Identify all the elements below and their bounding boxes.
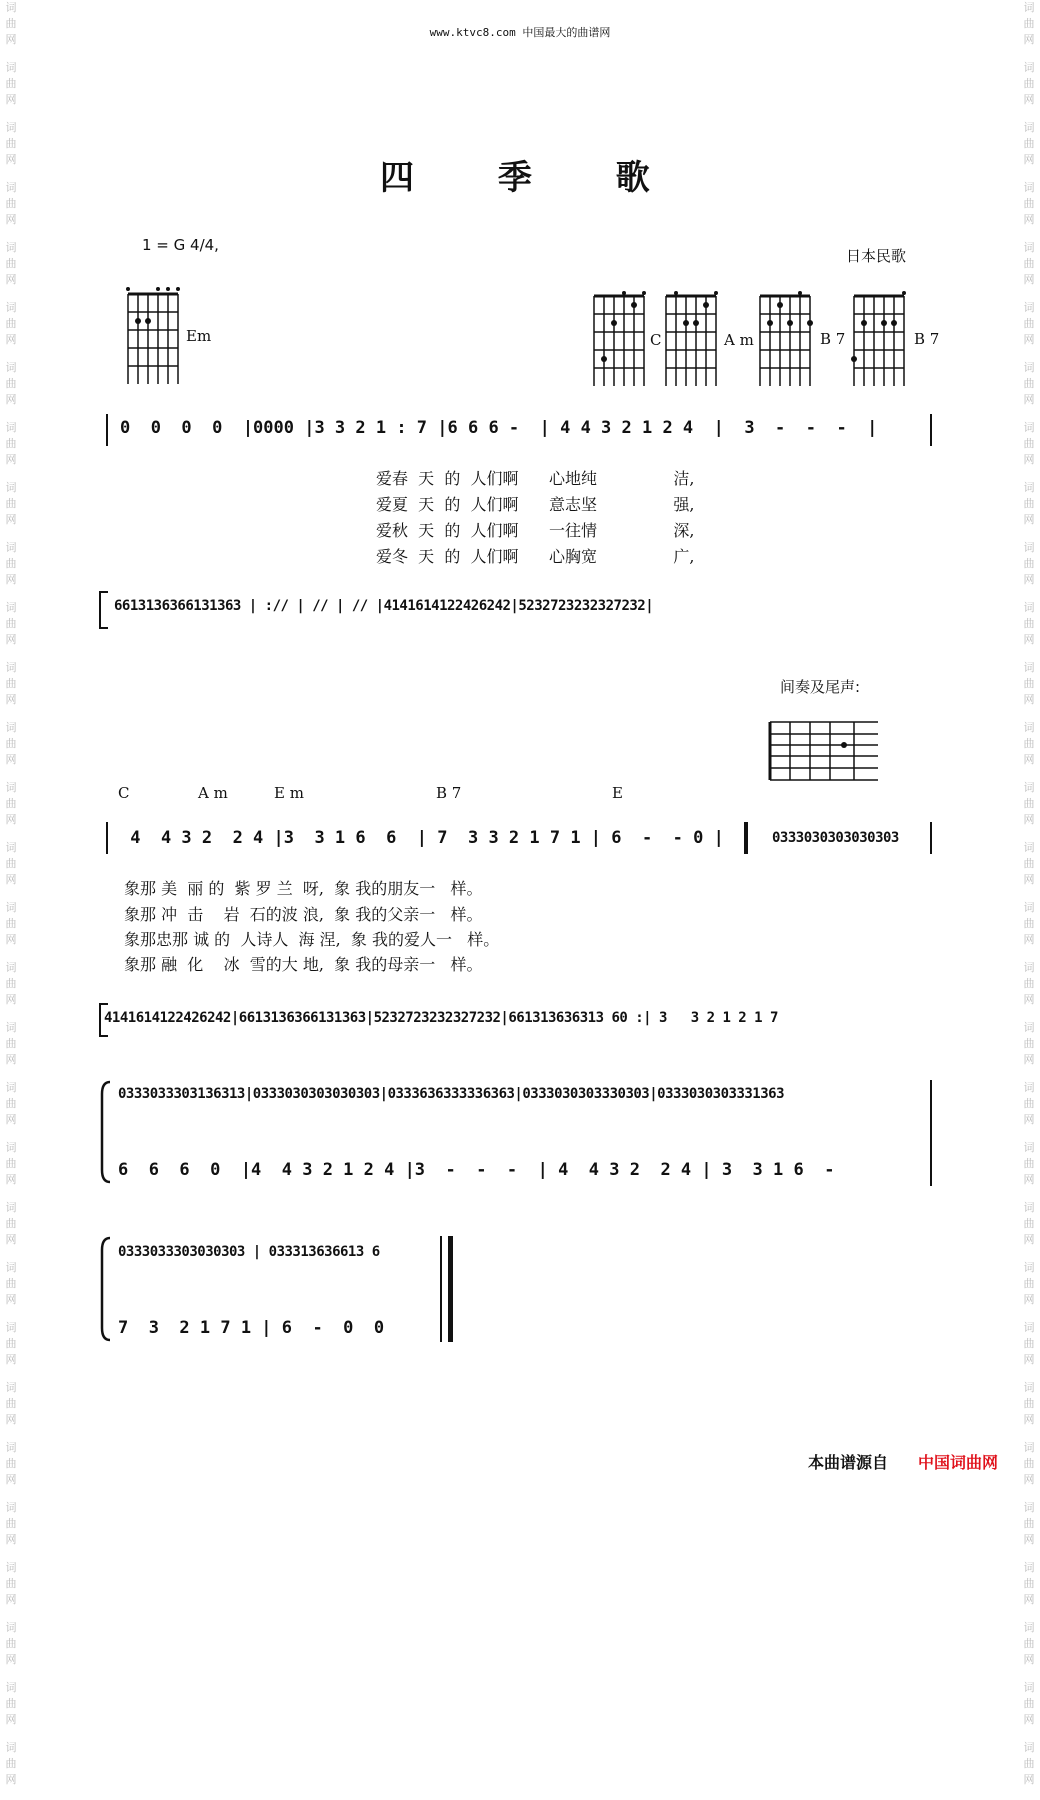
watermark-char: 词: [1023, 301, 1035, 314]
watermark-char: 词: [5, 481, 17, 494]
watermark-char: 网: [1023, 1593, 1035, 1606]
watermark-char: 词: [1023, 1381, 1035, 1394]
watermark-char: 词: [5, 1441, 17, 1454]
system2-repeat-bar: [744, 822, 748, 854]
watermark-char: 网: [1023, 1113, 1035, 1126]
watermark-gap: [2, 1788, 20, 1800]
watermark-char: 词: [1023, 661, 1035, 674]
watermark-char: 曲: [1023, 1157, 1035, 1170]
watermark-char: 词: [5, 1381, 17, 1394]
system1-lyric-verse1: 爱春 天 的 人们啊 心地纯 洁,: [376, 469, 695, 488]
watermark-gap: [1020, 1668, 1038, 1680]
key-signature: 1 = G 4/4,: [142, 236, 219, 254]
watermark-char: 词: [5, 541, 17, 554]
system4-final-bar-thin: [440, 1236, 442, 1342]
watermark-char: 曲: [5, 137, 17, 150]
watermark-char: 词: [5, 781, 17, 794]
watermark-gap: [2, 1608, 20, 1620]
watermark-char: 曲: [1023, 377, 1035, 390]
watermark-gap: [1020, 1488, 1038, 1500]
watermark-char: 词: [5, 721, 17, 734]
watermark-char: 网: [1023, 1473, 1035, 1486]
system1-lyric-verse3: 爱秋 天 的 人们啊 一往情 深,: [376, 521, 695, 540]
watermark-char: 网: [1023, 333, 1035, 346]
watermark-char: 网: [1023, 933, 1035, 946]
watermark-char: 词: [1023, 241, 1035, 254]
watermark-char: 网: [5, 1713, 17, 1726]
watermark-char: 词: [1023, 1681, 1035, 1694]
watermark-char: 曲: [1023, 1577, 1035, 1590]
watermark-gap: [2, 348, 20, 360]
watermark-char: 词: [1023, 61, 1035, 74]
watermark-gap: [1020, 1728, 1038, 1740]
watermark-gap: [1020, 1128, 1038, 1140]
watermark-gap: [1020, 1008, 1038, 1020]
watermark-char: 网: [5, 1053, 17, 1066]
watermark-char: 曲: [5, 1217, 17, 1230]
watermark-char: 曲: [5, 1097, 17, 1110]
chord-label-b7-a: B 7: [820, 330, 846, 348]
watermark-char: 曲: [1023, 497, 1035, 510]
watermark-char: 网: [1023, 813, 1035, 826]
song-origin: 日本民歌: [846, 247, 907, 265]
watermark-gap: [1020, 1068, 1038, 1080]
watermark-char: 词: [5, 1681, 17, 1694]
watermark-char: 词: [1023, 1561, 1035, 1574]
watermark-char: 词: [5, 1501, 17, 1514]
system3-brace: [98, 1080, 112, 1184]
watermark-gap: [1020, 408, 1038, 420]
page-title: 四 季 歌: [380, 158, 686, 198]
watermark-char: 词: [1023, 541, 1035, 554]
watermark-char: 词: [1023, 361, 1035, 374]
watermark-char: 曲: [1023, 797, 1035, 810]
watermark-char: 词: [1023, 721, 1035, 734]
watermark-char: 词: [5, 1741, 17, 1754]
watermark-char: 曲: [1023, 257, 1035, 270]
watermark-char: 网: [1023, 153, 1035, 166]
interlude-label: 间奏及尾声:: [780, 678, 861, 696]
watermark-gap: [1020, 828, 1038, 840]
watermark-char: 曲: [5, 1337, 17, 1350]
watermark-gap: [2, 1488, 20, 1500]
watermark-char: 曲: [1023, 977, 1035, 990]
watermark-gap: [1020, 1608, 1038, 1620]
chord-chart-b7-a: [758, 290, 814, 390]
watermark-gap: [1020, 1308, 1038, 1320]
chord-label-c: C: [650, 331, 662, 349]
footer-site-name[interactable]: 中国词曲网: [918, 1453, 999, 1472]
watermark-char: 曲: [5, 377, 17, 390]
watermark-char: 词: [5, 1261, 17, 1274]
system2-chord-c: C: [118, 784, 130, 802]
watermark-char: 网: [1023, 393, 1035, 406]
system2-chord-em: E m: [274, 784, 304, 802]
watermark-gap: [1020, 888, 1038, 900]
system1-left-bar: [106, 414, 108, 446]
watermark-char: 词: [1023, 481, 1035, 494]
chord-chart-am: [664, 290, 720, 390]
watermark-char: 网: [5, 1473, 17, 1486]
watermark-char: 曲: [1023, 1337, 1035, 1350]
system2-lyric-verse2: 象那 冲 击 岩 石的波 浪, 象 我的父亲一 样。: [124, 905, 483, 924]
watermark-char: 曲: [1023, 437, 1035, 450]
watermark-char: 词: [5, 1201, 17, 1214]
watermark-char: 词: [1023, 1621, 1035, 1634]
system1-guitar-tab: 6613136366131363 | :// | // | // |4141614122426242|5232723232327232|: [114, 598, 654, 614]
watermark-char: 词: [1023, 1081, 1035, 1094]
watermark-char: 曲: [5, 437, 17, 450]
watermark-char: 词: [5, 661, 17, 674]
watermark-gap: [1020, 48, 1038, 60]
system1-lyric-verse4: 爱冬 天 的 人们啊 心胸宽 广,: [376, 547, 695, 566]
watermark-char: 曲: [1023, 1757, 1035, 1770]
watermark-gap: [1020, 1788, 1038, 1800]
watermark-char: 词: [5, 1021, 17, 1034]
watermark-char: 词: [5, 961, 17, 974]
system2-chord-b7: B 7: [436, 784, 462, 802]
watermark-char: 词: [1023, 901, 1035, 914]
watermark-char: 词: [5, 1141, 17, 1154]
watermark-char: 词: [5, 301, 17, 314]
watermark-char: 网: [5, 1233, 17, 1246]
watermark-gap: [1020, 948, 1038, 960]
watermark-char: 曲: [5, 1457, 17, 1470]
watermark-char: 词: [5, 181, 17, 194]
watermark-char: 词: [1023, 121, 1035, 134]
watermark-char: 网: [5, 933, 17, 946]
watermark-char: 网: [5, 1173, 17, 1186]
watermark-gap: [2, 888, 20, 900]
watermark-char: 词: [5, 121, 17, 134]
watermark-char: 网: [1023, 273, 1035, 286]
watermark-char: 曲: [5, 1757, 17, 1770]
watermark-char: 曲: [1023, 1697, 1035, 1710]
watermark-gap: [2, 708, 20, 720]
watermark-char: 网: [5, 213, 17, 226]
watermark-char: 网: [5, 513, 17, 526]
system4-bass-notes: 7 3 2 1 7 1 | 6 - 0 0: [118, 1318, 385, 1338]
system4-brace: [98, 1236, 112, 1342]
watermark-gap: [1020, 468, 1038, 480]
watermark-gap: [2, 948, 20, 960]
watermark-char: 曲: [1023, 677, 1035, 690]
watermark-char: 词: [5, 1, 17, 14]
watermark-char: 网: [1023, 1353, 1035, 1366]
watermark-char: 词: [5, 901, 17, 914]
watermark-char: 网: [5, 1593, 17, 1606]
watermark-char: 词: [1023, 601, 1035, 614]
watermark-char: 词: [1023, 781, 1035, 794]
watermark-char: 网: [1023, 213, 1035, 226]
header-url: www.ktvc8.com 中国最大的曲谱网: [429, 26, 611, 39]
system4-guitar-tab: 0333033303030303 | 033313636613 6: [118, 1244, 380, 1260]
watermark-char: 网: [1023, 1773, 1035, 1786]
system2-lyric-verse4: 象那 融 化 冰 雪的大 地, 象 我的母亲一 样。: [124, 955, 483, 974]
watermark-gap: [2, 108, 20, 120]
watermark-char: 曲: [1023, 1637, 1035, 1650]
watermark-char: 网: [5, 273, 17, 286]
watermark-char: 曲: [5, 737, 17, 750]
watermark-char: 网: [5, 1773, 17, 1786]
interlude-chord-chart: [768, 720, 880, 782]
watermark-char: 词: [5, 61, 17, 74]
watermark-char: 网: [5, 1533, 17, 1546]
watermark-gap: [1020, 1368, 1038, 1380]
watermark-char: 网: [1023, 1653, 1035, 1666]
system1-melody-notes: 0 0 0 0 |0000 |3 3 2 1 : 7 |6 6 6 - | 4 4 3 2 1 2 4 | 3 - - - |: [120, 418, 878, 438]
watermark-char: 曲: [5, 1037, 17, 1050]
watermark-char: 曲: [5, 197, 17, 210]
system2-lyric-verse1: 象那 美 丽 的 紫 罗 兰 呀, 象 我的朋友一 样。: [124, 879, 483, 898]
system3-right-bar: [930, 1080, 932, 1186]
watermark-char: 网: [5, 873, 17, 886]
watermark-char: 网: [1023, 633, 1035, 646]
watermark-char: 网: [1023, 1413, 1035, 1426]
watermark-char: 网: [5, 993, 17, 1006]
system3-guitar-tab: 0333033303136313|0333030303030303|0333636333336363|0333030303330303|0333030303331363: [118, 1086, 785, 1102]
watermark-char: 曲: [5, 557, 17, 570]
chord-label-am: A m: [724, 331, 754, 349]
watermark-gap: [2, 1428, 20, 1440]
watermark-char: 曲: [5, 17, 17, 30]
watermark-char: 曲: [5, 977, 17, 990]
watermark-char: 曲: [1023, 1097, 1035, 1110]
chord-label-b7-b: B 7: [914, 330, 940, 348]
watermark-char: 曲: [1023, 857, 1035, 870]
watermark-char: 词: [1023, 1021, 1035, 1034]
watermark-gap: [2, 1068, 20, 1080]
watermark-gap: [2, 168, 20, 180]
watermark-char: 词: [1023, 421, 1035, 434]
watermark-char: 曲: [5, 1277, 17, 1290]
system2-right-bar: [930, 822, 932, 854]
watermark-char: 网: [5, 1653, 17, 1666]
watermark-gap: [2, 1308, 20, 1320]
watermark-char: 曲: [5, 1397, 17, 1410]
system4-final-bar-thick: [448, 1236, 453, 1342]
watermark-char: 词: [5, 421, 17, 434]
watermark-gap: [1020, 1248, 1038, 1260]
watermark-gap: [1020, 1188, 1038, 1200]
system2-left-bar: [106, 822, 108, 854]
watermark-gap: [1020, 288, 1038, 300]
watermark-gap: [1020, 588, 1038, 600]
watermark-gap: [2, 588, 20, 600]
watermark-char: 网: [1023, 753, 1035, 766]
watermark-char: 曲: [5, 317, 17, 330]
watermark-gap: [2, 1668, 20, 1680]
watermark-char: 曲: [5, 497, 17, 510]
watermark-char: 网: [5, 573, 17, 586]
watermark-gap: [2, 408, 20, 420]
watermark-char: 网: [1023, 1533, 1035, 1546]
watermark-gap: [2, 1188, 20, 1200]
watermark-gap: [2, 1368, 20, 1380]
watermark-char: 网: [1023, 33, 1035, 46]
footer-source-label: 本曲谱源自: [808, 1453, 889, 1472]
watermark-char: 网: [5, 393, 17, 406]
system2-lyric-verse3: 象那忠那 诚 的 人诗人 海 涅, 象 我的爱人一 样。: [124, 930, 500, 949]
watermark-char: 词: [5, 241, 17, 254]
watermark-char: 网: [1023, 573, 1035, 586]
watermark-char: 网: [5, 1113, 17, 1126]
watermark-char: 网: [1023, 1293, 1035, 1306]
chord-chart-c: [592, 290, 648, 390]
watermark-char: 网: [1023, 1173, 1035, 1186]
system1-lyric-verse2: 爱夏 天 的 人们啊 意志坚 强,: [376, 495, 695, 514]
watermark-char: 曲: [5, 1517, 17, 1530]
watermark-gap: [2, 228, 20, 240]
watermark-gap: [2, 768, 20, 780]
watermark-char: 词: [1023, 1261, 1035, 1274]
watermark-gap: [1020, 108, 1038, 120]
watermark-char: 曲: [5, 797, 17, 810]
watermark-char: 网: [5, 753, 17, 766]
watermark-gap: [1020, 768, 1038, 780]
watermark-gap: [2, 468, 20, 480]
watermark-gap: [2, 1248, 20, 1260]
watermark-char: 词: [1023, 181, 1035, 194]
system2-guitar-tab: 4141614122426242|6613136366131363|5232723232327232|661313636313 60 :| 3 3 2 1 2 1 7: [104, 1010, 778, 1026]
watermark-char: 曲: [1023, 77, 1035, 90]
chord-chart-b7-b: [852, 290, 908, 390]
watermark-char: 网: [5, 1413, 17, 1426]
watermark-char: 网: [5, 1293, 17, 1306]
watermark-char: 曲: [5, 77, 17, 90]
watermark-char: 词: [1023, 1, 1035, 14]
watermark-char: 曲: [5, 1577, 17, 1590]
system2-interlude-tab: 0333030303030303: [772, 830, 899, 846]
watermark-char: 词: [5, 601, 17, 614]
system1-right-bar: [930, 414, 932, 446]
system3-bass-notes: 6 6 6 0 |4 4 3 2 1 2 4 |3 - - - | 4 4 3 2 2 4 | 3 3 1 6 -: [118, 1160, 845, 1180]
watermark-gap: [1020, 1548, 1038, 1560]
watermark-char: 词: [1023, 1141, 1035, 1154]
watermark-char: 词: [1023, 841, 1035, 854]
watermark-char: 曲: [1023, 617, 1035, 630]
watermark-char: 曲: [1023, 1457, 1035, 1470]
watermark-char: 网: [5, 33, 17, 46]
watermark-char: 网: [1023, 1713, 1035, 1726]
watermark-char: 词: [5, 1561, 17, 1574]
watermark-gap: [1020, 168, 1038, 180]
watermark-gap: [2, 648, 20, 660]
watermark-char: 曲: [1023, 1397, 1035, 1410]
watermark-char: 网: [5, 813, 17, 826]
watermark-char: 曲: [1023, 317, 1035, 330]
watermark-gap: [1020, 528, 1038, 540]
watermark-char: 网: [5, 453, 17, 466]
watermark-char: 词: [5, 361, 17, 374]
watermark-char: 曲: [1023, 1217, 1035, 1230]
watermark-char: 曲: [5, 257, 17, 270]
watermark-char: 曲: [5, 1637, 17, 1650]
watermark-char: 曲: [1023, 917, 1035, 930]
watermark-gap: [2, 1008, 20, 1020]
chord-chart-em: [126, 284, 182, 388]
watermark-char: 曲: [1023, 1277, 1035, 1290]
watermark-char: 网: [1023, 1233, 1035, 1246]
watermark-char: 词: [1023, 1321, 1035, 1334]
left-watermark-strip: [2, 0, 20, 1786]
watermark-char: 网: [1023, 1053, 1035, 1066]
system2-chord-e: E: [612, 784, 623, 802]
system2-melody-notes: 4 4 3 2 2 4 |3 3 1 6 6 | 7 3 3 2 1 7 1 | 6 - - 0 |: [120, 828, 724, 848]
watermark-char: 词: [5, 1621, 17, 1634]
watermark-char: 词: [5, 1081, 17, 1094]
watermark-gap: [2, 48, 20, 60]
watermark-gap: [1020, 648, 1038, 660]
watermark-char: 曲: [1023, 557, 1035, 570]
watermark-char: 曲: [1023, 1037, 1035, 1050]
watermark-gap: [2, 528, 20, 540]
watermark-char: 曲: [5, 917, 17, 930]
watermark-char: 网: [5, 693, 17, 706]
watermark-char: 曲: [1023, 17, 1035, 30]
watermark-gap: [2, 1728, 20, 1740]
watermark-char: 词: [5, 1321, 17, 1334]
watermark-char: 词: [5, 841, 17, 854]
watermark-char: 网: [1023, 513, 1035, 526]
watermark-char: 曲: [5, 617, 17, 630]
system2-chord-am: A m: [198, 784, 228, 802]
watermark-char: 网: [5, 153, 17, 166]
watermark-char: 网: [5, 333, 17, 346]
watermark-char: 词: [1023, 1201, 1035, 1214]
watermark-char: 词: [1023, 961, 1035, 974]
watermark-char: 曲: [5, 857, 17, 870]
watermark-char: 词: [1023, 1741, 1035, 1754]
watermark-gap: [1020, 348, 1038, 360]
watermark-char: 词: [1023, 1441, 1035, 1454]
watermark-char: 曲: [1023, 737, 1035, 750]
watermark-char: 网: [5, 93, 17, 106]
watermark-char: 曲: [5, 1697, 17, 1710]
watermark-gap: [2, 1128, 20, 1140]
watermark-char: 词: [1023, 1501, 1035, 1514]
watermark-gap: [1020, 1428, 1038, 1440]
watermark-char: 曲: [5, 1157, 17, 1170]
watermark-char: 网: [1023, 453, 1035, 466]
watermark-gap: [2, 828, 20, 840]
watermark-char: 曲: [5, 677, 17, 690]
watermark-char: 网: [1023, 993, 1035, 1006]
watermark-char: 网: [5, 1353, 17, 1366]
watermark-gap: [2, 1548, 20, 1560]
chord-label-em: Em: [186, 327, 212, 345]
watermark-gap: [1020, 708, 1038, 720]
watermark-char: 曲: [1023, 197, 1035, 210]
watermark-char: 曲: [1023, 137, 1035, 150]
watermark-char: 网: [1023, 873, 1035, 886]
watermark-gap: [2, 288, 20, 300]
watermark-char: 网: [1023, 693, 1035, 706]
watermark-gap: [1020, 228, 1038, 240]
right-watermark-strip: [1020, 0, 1038, 1786]
watermark-char: 网: [5, 633, 17, 646]
system1-tab-brace: [96, 590, 110, 630]
watermark-char: 曲: [1023, 1517, 1035, 1530]
watermark-char: 网: [1023, 93, 1035, 106]
